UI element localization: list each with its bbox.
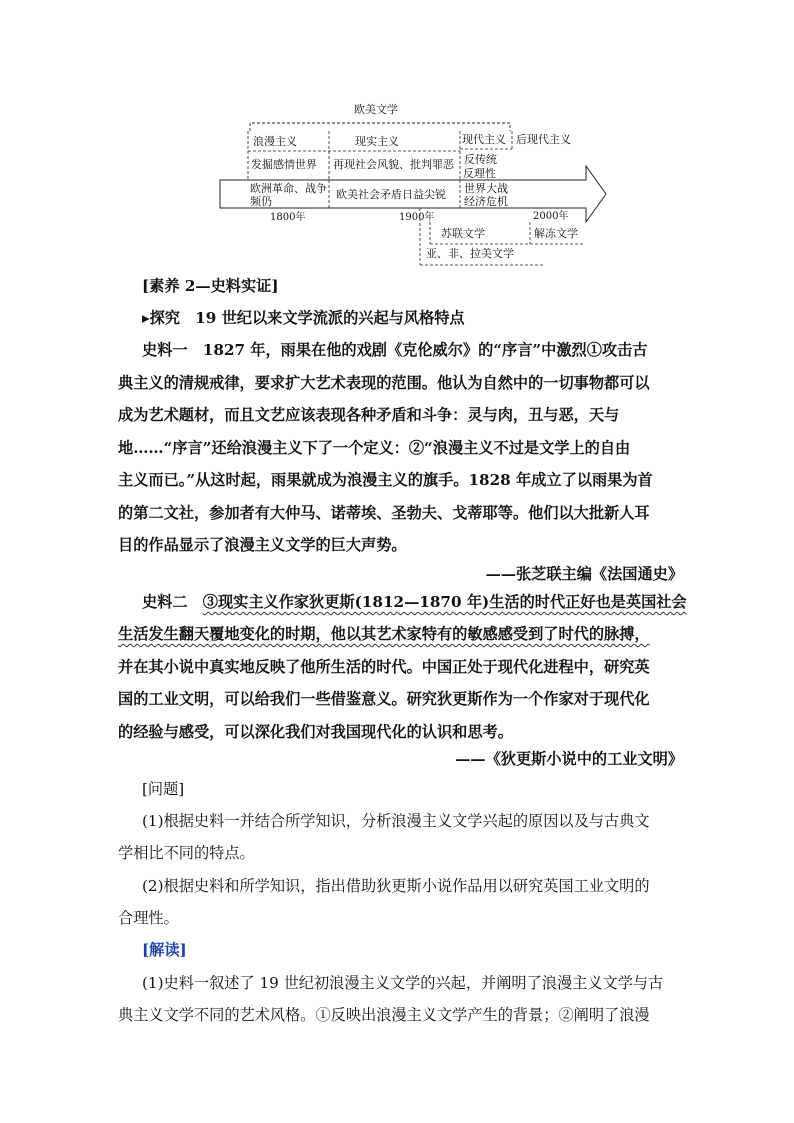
source2-line-1	[142, 592, 687, 612]
analysis-line-1: (1)史料一叙述了 19 世纪初浪漫主义文学的兴起，并阐明了浪漫主义文学与古	[142, 974, 664, 992]
source2-label: 史料二	[142, 593, 188, 611]
title-bracket	[250, 123, 510, 131]
source2-line-2: 生活发生翻天覆地变化的时期，他以其艺术家特有的敏感感受到了时代的脉搏，	[118, 625, 650, 643]
section-heading: [素养 2—史料实证]	[142, 277, 279, 295]
literature-timeline-diagram	[0, 0, 794, 280]
background-modernism-2: 经济危机	[464, 195, 508, 208]
analysis-line-2: 典主义文学不同的艺术风格。①反映出浪漫主义文学产生的背景；②阐明了浪漫	[118, 1006, 650, 1024]
school-postmodernism: 后现代主义	[516, 133, 571, 146]
explore-heading: ▸探究 19 世纪以来文学流派的兴起与风格特点	[142, 309, 465, 327]
source1-citation: ——张芝联主编《法国通史》	[485, 565, 683, 583]
diagram-title: 欧美文学	[354, 103, 398, 116]
source1-line-2: 典主义的清规戒律，要求扩大艺术表现的范围。他认为自然中的一切事物都可以	[118, 374, 650, 392]
source1-label: 史料一	[142, 341, 188, 359]
school-modernism: 现代主义	[462, 133, 506, 146]
background-romanticism-2: 频仍	[250, 195, 272, 208]
question-2-line-2: 合理性。	[118, 909, 179, 927]
background-romanticism-1: 欧洲革命、战争	[250, 182, 327, 195]
question-1-line-1: (1)根据史料一并结合所学知识，分析浪漫主义文学兴起的原因以及与古典文	[142, 812, 650, 830]
source1-line-4: 地……“序言”还给浪漫主义下了一个定义：②“浪漫主义不过是文学上的自由	[118, 439, 631, 457]
source2-line-3-text: 并在其小说中真实地反映了他所生活的时代。中国正处于现代化进程中，研究英	[118, 658, 650, 676]
bottom-afro-asian-latin-literature: 亚、非、拉美文学	[426, 247, 514, 260]
source1-text-1: 1827 年，雨果在他的戏剧《克伦威尔》的“序言”中激烈①攻击古	[202, 341, 648, 359]
year-1900: 1900年	[399, 212, 435, 223]
bottom-soviet-literature: 苏联文学	[441, 227, 485, 240]
feature-modernism-1: 反传统	[464, 153, 497, 166]
source1-line-3: 成为艺术题材，而且文艺应该表现各种矛盾和斗争：灵与肉，丑与恶，天与	[118, 406, 620, 424]
bottom-thaw-literature: 解冻文学	[534, 227, 578, 240]
question-1-line-2: 学相比不同的特点。	[118, 844, 255, 862]
source2-line-3	[118, 657, 650, 677]
feature-modernism-2: 反理性	[463, 167, 496, 180]
source2-line-5: 的经验与感受，可以深化我们对我国现代化的认识和思考。	[118, 723, 513, 741]
year-2000: 2000年	[533, 211, 569, 222]
question-2-line-1: (2)根据史料和所学知识，指出借助狄更斯小说作品用以研究英国工业文明的	[142, 877, 650, 895]
analysis-label: [解读]	[142, 941, 187, 959]
source1-line-7: 目的作品显示了浪漫主义文学的巨大声势。	[118, 536, 407, 554]
source2-line-4: 国的工业文明，可以给我们一些借鉴意义。研究狄更斯作为一个作家对于现代化	[118, 690, 650, 708]
source1-line-5: 主义而已。”从这时起，雨果就成为浪漫主义的旗手。1828 年成立了以雨果为首	[118, 471, 653, 489]
year-1800: 1800年	[270, 212, 306, 223]
questions-label: [问题]	[142, 780, 185, 798]
source2-citation: ——《狄更斯小说中的工业文明》	[455, 750, 683, 768]
source1-line-1	[142, 340, 647, 360]
source2-text-1: ③现实主义作家狄更斯(1812—1870 年)生活的时代正好也是英国社会	[202, 593, 687, 611]
background-modernism-1: 世界大战	[464, 182, 508, 195]
feature-romanticism: 发掘感情世界	[251, 158, 317, 171]
school-romanticism: 浪漫主义	[253, 135, 297, 148]
background-realism: 欧美社会矛盾日益尖锐	[336, 188, 446, 201]
source1-line-6: 的第二文社，参加者有大仲马、诺蒂埃、圣勃夫、戈蒂耶等。他们以大批新人耳	[118, 504, 650, 522]
school-realism: 现实主义	[355, 135, 399, 148]
feature-realism: 再现社会风貌、批判罪恶	[333, 158, 454, 171]
